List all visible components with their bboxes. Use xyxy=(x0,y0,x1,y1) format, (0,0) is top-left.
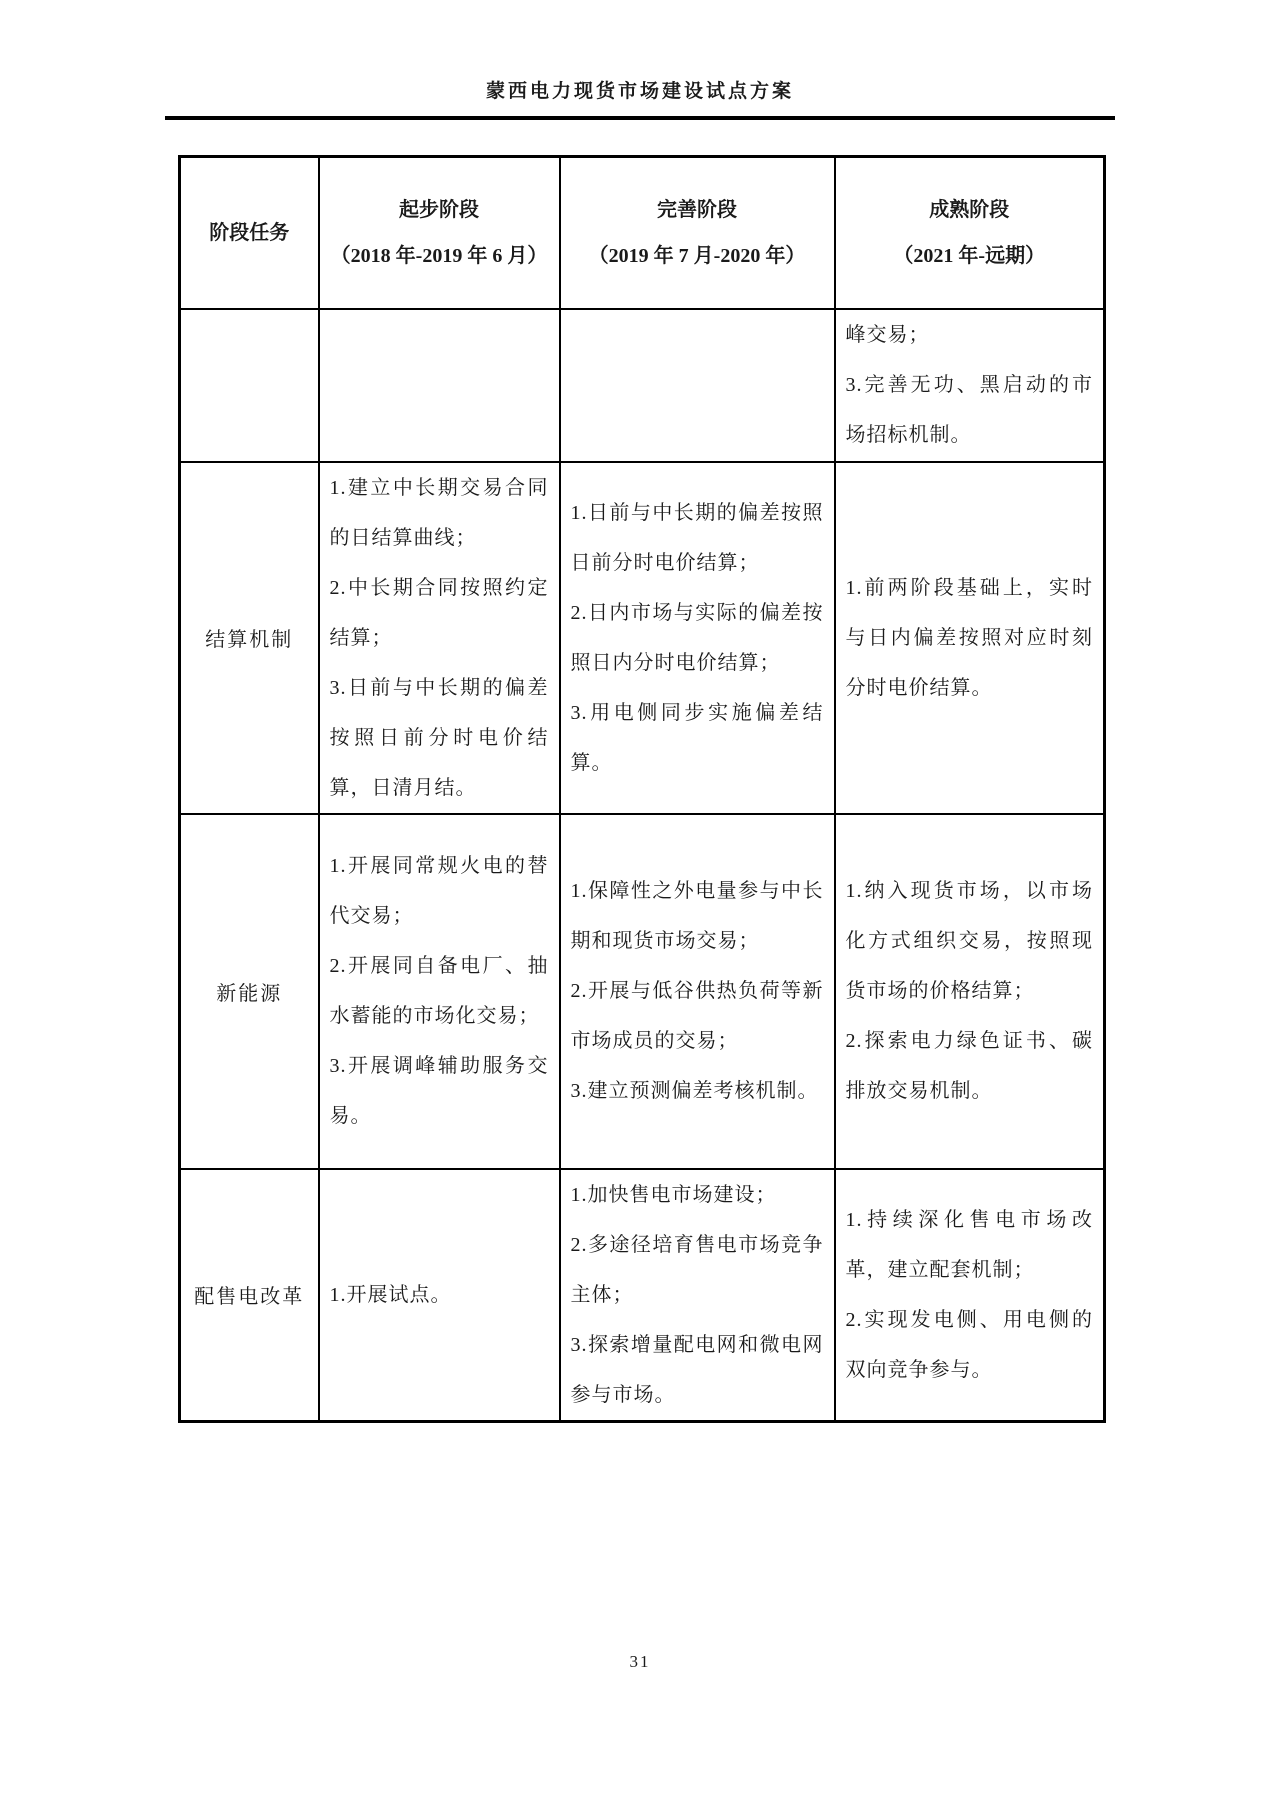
task-item: 1.建立中长期交易合同的日结算曲线； xyxy=(329,476,549,549)
column-header-startup-label: 起步阶段 xyxy=(399,198,479,221)
task-item: 峰交易； xyxy=(845,324,930,346)
phase-task-table xyxy=(178,155,1106,1423)
task-item: 2.中长期合同按照约定结算； xyxy=(329,576,549,649)
task-item: 1.加快售电市场建设； xyxy=(570,1183,777,1206)
column-header-mature xyxy=(835,157,1105,309)
cell-startup xyxy=(319,1169,560,1422)
cell-improve xyxy=(560,1169,835,1422)
task-item: 1.开展同常规火电的替代交易； xyxy=(329,855,549,927)
document-header xyxy=(165,76,1115,120)
table-header-row xyxy=(180,157,1105,309)
column-header-improve xyxy=(560,157,835,309)
column-header-startup-period: （2018 年-2019 年 6 月） xyxy=(330,244,548,267)
task-item: 3.探索增量配电网和微电网参与市场。 xyxy=(570,1333,824,1406)
task-item: 3.日前与中长期的偏差按照日前分时电价结算，日清月结。 xyxy=(329,676,549,799)
task-item: 2.开展与低谷供热负荷等新市场成员的交易； xyxy=(570,980,824,1052)
column-header-improve-period: （2019 年 7 月-2020 年） xyxy=(588,244,806,267)
task-item: 2.实现发电侧、用电侧的双向竞争参与。 xyxy=(845,1308,1093,1381)
cell-mature xyxy=(835,462,1105,814)
cell-improve xyxy=(560,462,835,814)
cell-mature xyxy=(835,1169,1105,1422)
page-number: 31 xyxy=(629,1652,651,1671)
task-item: 3.用电侧同步实施偏差结算。 xyxy=(570,701,824,774)
cell-task: 结算机制 xyxy=(180,462,319,814)
task-item: 1.日前与中长期的偏差按照日前分时电价结算； xyxy=(570,501,824,574)
column-header-startup xyxy=(319,157,560,309)
task-item: 1.纳入现货市场，以市场化方式组织交易，按照现货市场的价格结算； xyxy=(845,880,1093,1002)
task-item: 1.前两阶段基础上，实时与日内偏差按照对应时刻分时电价结算。 xyxy=(845,576,1093,699)
task-item: 1.开展试点。 xyxy=(329,1283,452,1306)
table-row xyxy=(180,462,1105,814)
cell-startup xyxy=(319,462,560,814)
task-item: 1.持续深化售电市场改革，建立配套机制； xyxy=(845,1208,1093,1281)
column-header-task-label: 阶段任务 xyxy=(209,221,290,244)
task-item: 2.开展同自备电厂、抽水蓄能的市场化交易； xyxy=(329,955,549,1027)
task-item: 3.开展调峰辅助服务交易。 xyxy=(329,1055,549,1127)
table-row xyxy=(180,1169,1105,1422)
task-item: 2.多途径培育售电市场竞争主体； xyxy=(570,1233,824,1306)
document-title: 蒙西电力现货市场建设试点方案 xyxy=(485,81,794,102)
table-row xyxy=(180,814,1105,1169)
cell-mature xyxy=(835,309,1105,462)
cell-task: 新能源 xyxy=(180,814,319,1169)
cell-improve xyxy=(560,814,835,1169)
task-item: 3.完善无功、黑启动的市场招标机制。 xyxy=(845,374,1093,446)
task-item: 3.建立预测偏差考核机制。 xyxy=(570,1080,819,1102)
task-item: 2.探索电力绿色证书、碳排放交易机制。 xyxy=(845,1030,1093,1102)
cell-task xyxy=(180,309,319,462)
column-header-improve-label: 完善阶段 xyxy=(657,198,737,221)
table-row xyxy=(180,309,1105,462)
cell-improve xyxy=(560,309,835,462)
column-header-task xyxy=(180,157,319,309)
task-item: 1.保障性之外电量参与中长期和现货市场交易； xyxy=(570,880,824,952)
column-header-mature-label: 成熟阶段 xyxy=(929,198,1010,221)
cell-startup xyxy=(319,309,560,462)
task-item: 2.日内市场与实际的偏差按照日内分时电价结算； xyxy=(570,601,824,674)
cell-mature xyxy=(835,814,1105,1169)
cell-task: 配售电改革 xyxy=(180,1169,319,1422)
column-header-mature-period: （2021 年-远期） xyxy=(893,244,1046,267)
cell-startup xyxy=(319,814,560,1169)
